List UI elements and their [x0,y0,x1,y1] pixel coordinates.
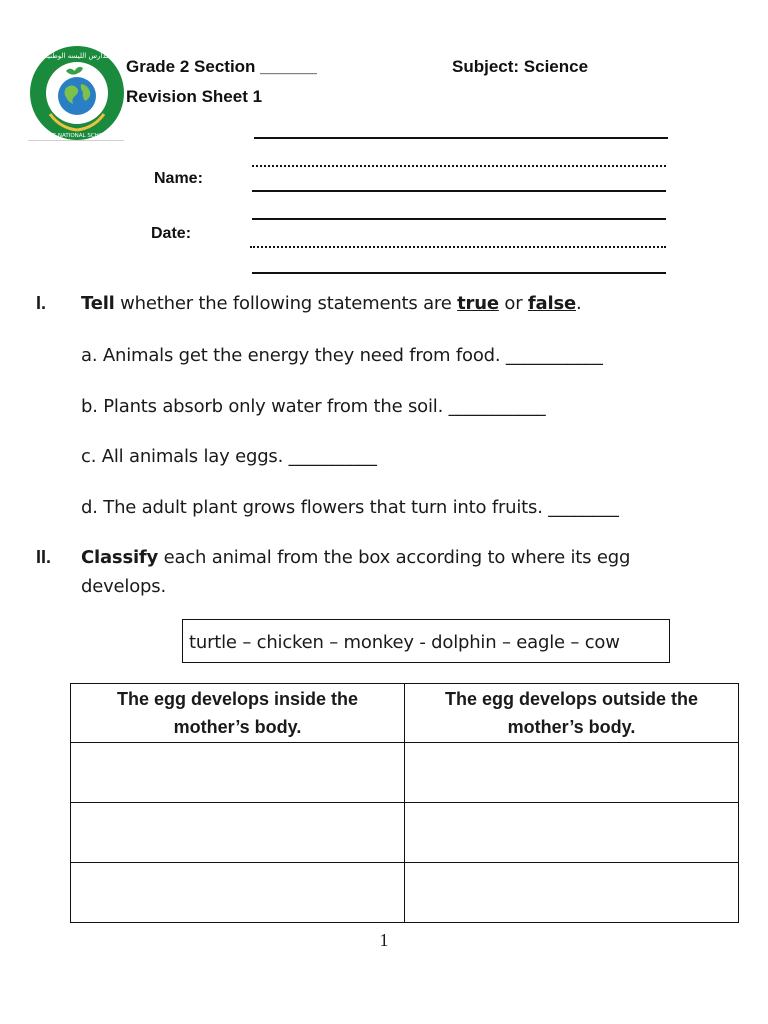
grade-section-label: Grade 2 Section ______ [126,57,317,76]
table-cell-inside[interactable] [71,803,405,863]
table-cell-inside[interactable] [71,743,405,803]
name-label: Name: [154,170,203,187]
header-outside: The egg develops outside the mother’s body. [405,684,739,743]
logo-underline [28,140,124,141]
word-box-text: turtle – chicken – monkey - dolphin – eagle – cow [189,632,620,653]
table-cell-outside[interactable] [405,743,739,803]
word-true: true [457,293,499,314]
table-header-row [71,684,739,743]
logo-english-text: LYCEE NATIONAL SCHOOLS [39,133,115,139]
table-row [71,803,739,863]
school-logo [28,44,126,142]
table-row [71,863,739,923]
date-line-top [252,218,666,220]
section1-instruction: Tell whether the following statements are true or false. [81,293,582,314]
section2-instruction-line2: develops. [81,576,166,597]
table-cell-inside[interactable] [71,863,405,923]
name-line-bottom [252,190,666,192]
date-field[interactable] [250,246,666,248]
table-row [71,743,739,803]
word-box [182,619,670,663]
subject-label: Subject: Science [452,57,589,76]
header-inside: The egg develops inside the mother’s body. [71,684,405,743]
table-cell-outside[interactable] [405,803,739,863]
section1-numeral: I. [36,293,47,313]
name-field[interactable] [252,165,666,167]
section1-verb: Tell [81,293,115,314]
date-line-bottom [252,272,666,274]
statement-b[interactable]: b. Plants absorb only water from the soil. ___________ [81,396,546,417]
table-cell-outside[interactable] [405,863,739,923]
page-number: 1 [379,930,389,950]
section2-numeral: II. [36,547,52,567]
name-line-top [254,137,668,139]
classification-table [70,683,739,923]
statement-c[interactable]: c. All animals lay eggs. __________ [81,446,377,467]
statement-d[interactable]: d. The adult plant grows flowers that turn into fruits. ________ [81,497,619,518]
section2-instruction: Classify each animal from the box according to where its egg [81,547,631,568]
logo-arabic-text: مدارس الليسه الوطنية [44,52,110,60]
section2-verb: Classify [81,547,159,568]
sheet-title: Revision Sheet 1 [126,87,263,106]
date-label: Date: [151,225,192,242]
word-false: false [527,293,576,314]
statement-a[interactable]: a. Animals get the energy they need from food. ___________ [81,345,603,366]
